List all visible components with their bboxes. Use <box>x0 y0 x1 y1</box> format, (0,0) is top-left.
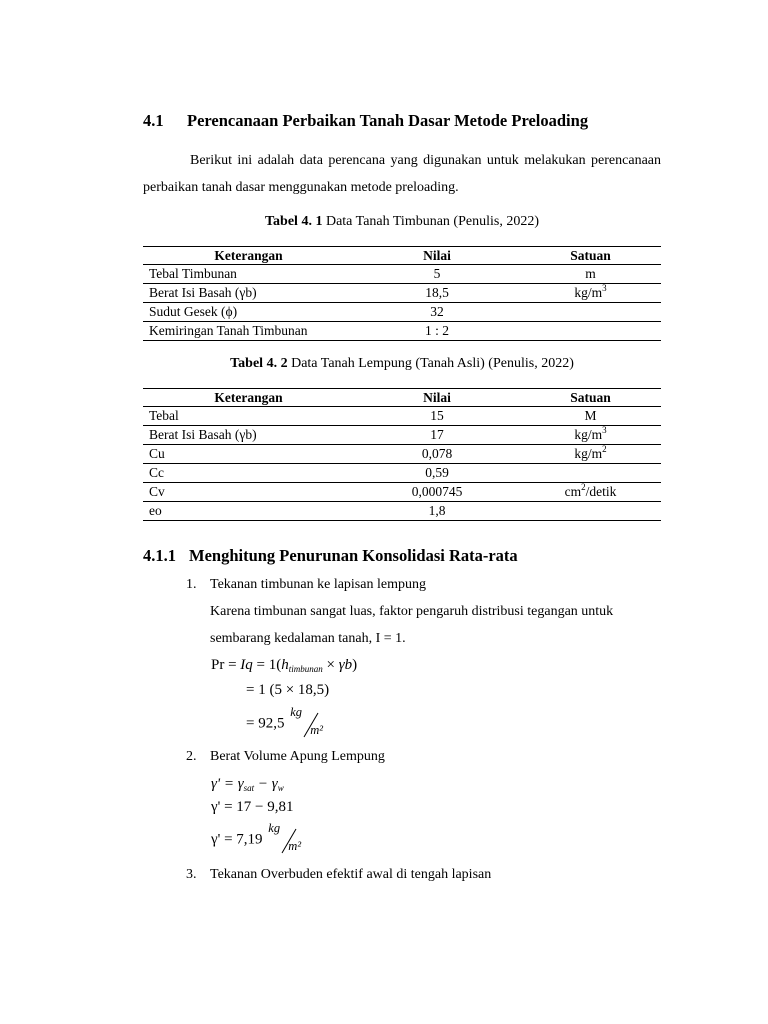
unit-exponent: 3 <box>602 424 607 435</box>
cell-nilai: 17 <box>354 426 520 445</box>
table2-caption-label: Tabel 4. 2 <box>230 356 288 371</box>
table2-caption-text: Data Tanah Lempung (Tanah Asli) (Penulis, 2022) <box>287 356 574 371</box>
cell-satuan <box>520 322 661 341</box>
eq-subscript: timbunan <box>288 664 323 674</box>
unit-numerator: kg <box>268 821 281 835</box>
table2-caption <box>143 356 661 372</box>
table-row <box>143 284 661 303</box>
equation-1-line3 <box>246 705 328 737</box>
item1-text-line1: Karena timbunan sangat luas, faktor pengaruh distribusi tegangan untuk <box>210 604 614 619</box>
list-number: 3. <box>186 867 197 882</box>
cell-keterangan: Kemiringan Tanah Timbunan <box>143 322 354 341</box>
equation-2-line2: γ' = 17 − 9,81 <box>211 799 294 815</box>
table1-caption-label: Tabel 4. 1 <box>265 214 323 229</box>
cell-nilai: 0,078 <box>354 445 520 464</box>
table-row <box>143 483 661 502</box>
eq-text: = 92,5 <box>246 715 285 732</box>
list-title: Tekanan Overbuden efektif awal di tengah lapisan <box>210 867 492 882</box>
eq-subscript: w <box>277 783 284 793</box>
list-number: 2. <box>186 749 197 764</box>
eq-text: h <box>281 657 289 673</box>
cell-keterangan: Berat Isi Basah (γb) <box>143 426 354 445</box>
cell-nilai: 5 <box>354 265 520 284</box>
eq-text: γ' = γ <box>211 776 244 792</box>
cell-satuan <box>520 483 661 502</box>
table-row <box>143 407 661 426</box>
table-data-tanah-timbunan <box>143 246 661 341</box>
cell-keterangan: Berat Isi Basah (γb) <box>143 284 354 303</box>
table-row <box>143 303 661 322</box>
item1-text-line2: sembarang kedalaman tanah, I = 1. <box>210 631 406 646</box>
subsection-title: Menghitung Penurunan Konsolidasi Rata-rata <box>189 546 518 565</box>
table-header-row <box>143 389 661 407</box>
list-item-2 <box>186 749 385 765</box>
cell-satuan <box>520 464 661 483</box>
unit-denominator: m² <box>288 839 302 853</box>
table-row <box>143 464 661 483</box>
list-title: Tekanan timbunan ke lapisan lempung <box>210 577 426 592</box>
unit-fraction <box>266 821 306 853</box>
eq-text: γ' = 7,19 <box>211 831 263 848</box>
unit-text: kg/m <box>574 285 603 300</box>
eq-text: Iq <box>240 657 253 673</box>
column-header: Nilai <box>354 389 520 407</box>
eq-text: − γ <box>254 776 278 792</box>
unit-text: kg/m <box>574 427 603 442</box>
table-data-tanah-lempung <box>143 388 661 521</box>
cell-nilai: 18,5 <box>354 284 520 303</box>
section-title: Perencanaan Perbaikan Tanah Dasar Metode Preloading <box>187 111 589 130</box>
cell-satuan <box>520 265 661 284</box>
subsection-heading <box>143 546 176 566</box>
eq-subscript: sat <box>243 783 255 793</box>
unit-exponent: 2 <box>602 443 607 454</box>
cell-satuan: M <box>520 407 661 426</box>
table-row <box>143 322 661 341</box>
cell-nilai: 1 : 2 <box>354 322 520 341</box>
column-header: Satuan <box>520 389 661 407</box>
column-header: Satuan <box>520 247 661 265</box>
cell-keterangan: Cc <box>143 464 354 483</box>
cell-nilai: 0,000745 <box>354 483 520 502</box>
table1-caption-text: Data Tanah Timbunan (Penulis, 2022) <box>322 214 539 229</box>
cell-satuan <box>520 502 661 521</box>
cell-satuan <box>520 284 661 303</box>
eq-text: ) <box>352 657 358 673</box>
unit-exponent: 3 <box>602 282 607 293</box>
equation-1-line1 <box>211 657 357 674</box>
table-row <box>143 265 661 284</box>
unit-suffix: /detik <box>585 484 617 499</box>
unit-text: cm <box>564 484 582 499</box>
section-number: 4.1 <box>143 111 164 130</box>
cell-keterangan: Cv <box>143 483 354 502</box>
column-header: Keterangan <box>143 247 354 265</box>
cell-nilai: 0,59 <box>354 464 520 483</box>
unit-text: kg/m <box>574 446 603 461</box>
column-header: Nilai <box>354 247 520 265</box>
equation-1-line2: = 1 (5 × 18,5) <box>246 682 330 698</box>
list-item-3 <box>186 867 491 883</box>
cell-keterangan: Tebal <box>143 407 354 426</box>
list-item-1 <box>186 577 426 593</box>
unit-exponent: 2 <box>581 481 586 492</box>
intro-paragraph <box>143 147 661 201</box>
eq-text: Pr = <box>211 657 241 673</box>
unit-fraction <box>288 705 328 737</box>
table-row <box>143 426 661 445</box>
cell-satuan <box>520 426 661 445</box>
cell-keterangan: Sudut Gesek (ϕ) <box>143 303 354 322</box>
list-number: 1. <box>186 577 197 592</box>
cell-nilai: 15 <box>354 407 520 426</box>
cell-satuan <box>520 303 661 322</box>
unit-denominator: m² <box>310 723 323 737</box>
intro-text: Berikut ini adalah data perencana yang digunakan untuk melakukan perencanaan perbaikan tanah dasar menggunakan metode preloading. <box>143 153 661 195</box>
table1-caption <box>143 214 661 230</box>
list-title: Berat Volume Apung Lempung <box>210 749 385 764</box>
section-title-wrap <box>187 111 588 131</box>
equation-2-line1 <box>211 776 284 793</box>
eq-text: γb <box>338 657 353 673</box>
cell-keterangan: eo <box>143 502 354 521</box>
unit-numerator: kg <box>290 705 303 719</box>
cell-nilai: 1,8 <box>354 502 520 521</box>
cell-keterangan: Cu <box>143 445 354 464</box>
cell-satuan <box>520 445 661 464</box>
table-row <box>143 445 661 464</box>
table-header-row <box>143 247 661 265</box>
section-heading <box>143 111 164 131</box>
eq-text: = 1( <box>252 657 282 673</box>
equation-2-line3 <box>211 821 306 853</box>
eq-text: × <box>322 657 339 673</box>
subsection-title-wrap <box>189 546 518 566</box>
column-header: Keterangan <box>143 389 354 407</box>
table-row <box>143 502 661 521</box>
cell-keterangan: Tebal Timbunan <box>143 265 354 284</box>
unit-text: m <box>585 266 596 281</box>
subsection-number: 4.1.1 <box>143 546 176 565</box>
cell-nilai: 32 <box>354 303 520 322</box>
